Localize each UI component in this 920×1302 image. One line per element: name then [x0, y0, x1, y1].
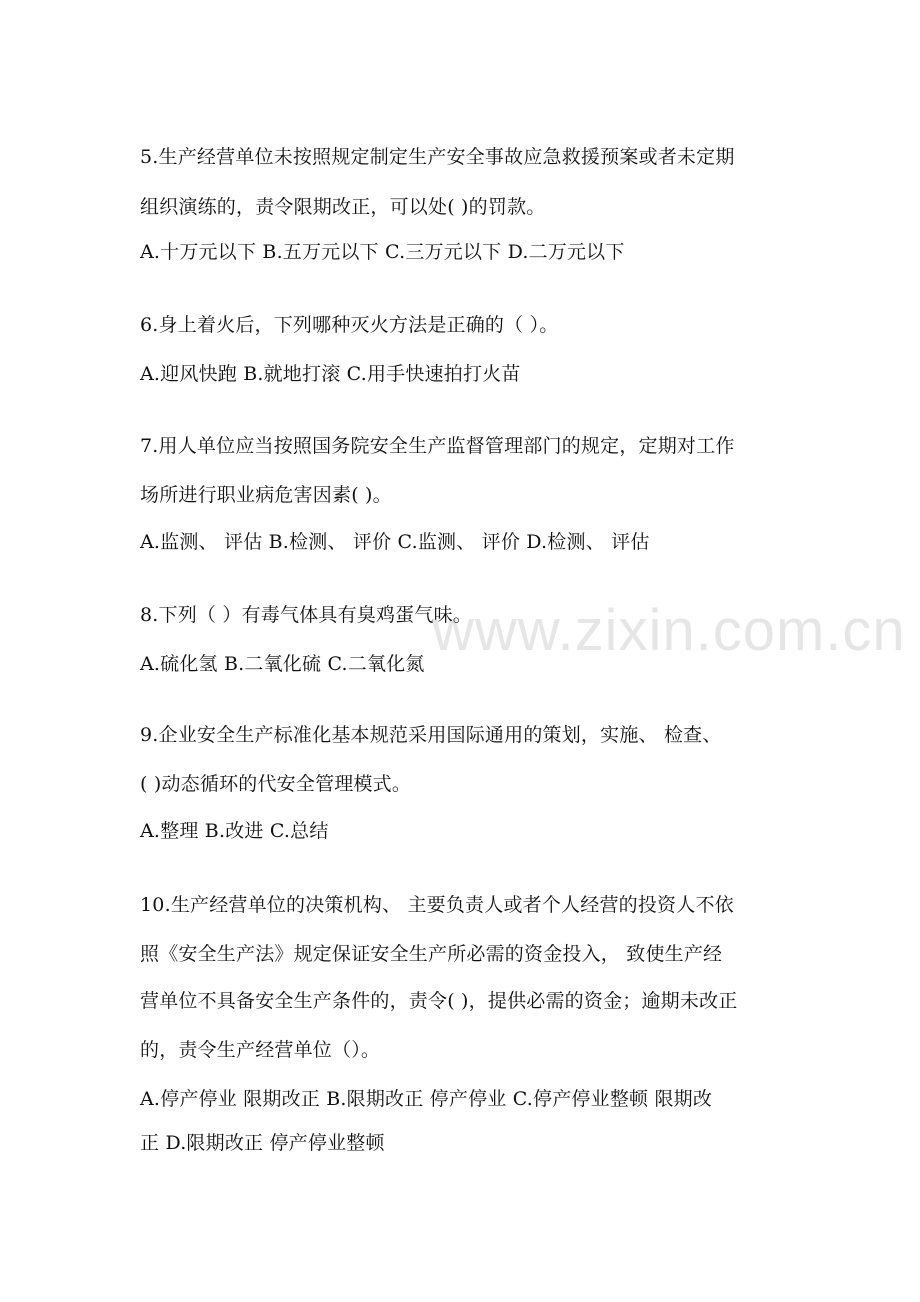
question-9-text-line-1: 9.企业安全生产标准化基本规范采用国际通用的策划，实施、 检查、 [140, 724, 722, 746]
question-8-text-line-1: 8.下列（ ）有毒气体具有臭鸡蛋气味。 [140, 604, 472, 626]
question-5-text-line-1: 5.生产经营单位未按照规定制定生产安全事故应急救援预案或者未定期 [140, 146, 735, 168]
question-10-text-line-2: 照《安全生产法》规定保证安全生产所必需的资金投入， 致使生产经 [140, 943, 723, 965]
question-10-text-line-3: 营单位不具备安全生产条件的，责令( )，提供必需的资金；逾期未改正 [140, 990, 738, 1012]
question-9-options: A.整理 B.改进 C.总结 [140, 820, 329, 842]
question-10-options-line-1: A.停产停业 限期改正 B.限期改正 停产停业 C.停产停业整顿 限期改 [140, 1088, 713, 1110]
question-7-options: A.监测、 评估 B.检测、 评价 C.监测、 评价 D.检测、 评估 [140, 531, 650, 553]
question-7-text-line-2: 场所进行职业病危害因素( )。 [140, 484, 392, 506]
question-5-options: A.十万元以下 B.五万元以下 C.三万元以下 D.二万元以下 [140, 241, 625, 263]
question-8-options: A.硫化氢 B.二氧化硫 C.二氧化氮 [140, 653, 425, 675]
question-6-options: A.迎风快跑 B.就地打滚 C.用手快速拍打火苗 [140, 363, 521, 385]
question-5-text-line-2: 组织演练的，责令限期改正，可以处( )的罚款。 [140, 196, 546, 218]
question-10-options-line-2: 正 D.限期改正 停产停业整顿 [140, 1132, 385, 1154]
question-7-text-line-1: 7.用人单位应当按照国务院安全生产监督管理部门的规定，定期对工作 [140, 435, 735, 457]
question-9-text-line-2: ( )动态循环的代安全管理模式。 [140, 773, 412, 795]
question-10-text-line-1: 10.生产经营单位的决策机构、 主要负责人或者个人经营的投资人不依 [140, 894, 734, 916]
question-6-text-line-1: 6.身上着火后，下列哪种灭火方法是正确的（ ）。 [140, 314, 559, 336]
question-10-text-line-4: 的，责令生产经营单位（）。 [140, 1039, 381, 1061]
watermark: www.zixin.com.cn [432, 598, 906, 663]
